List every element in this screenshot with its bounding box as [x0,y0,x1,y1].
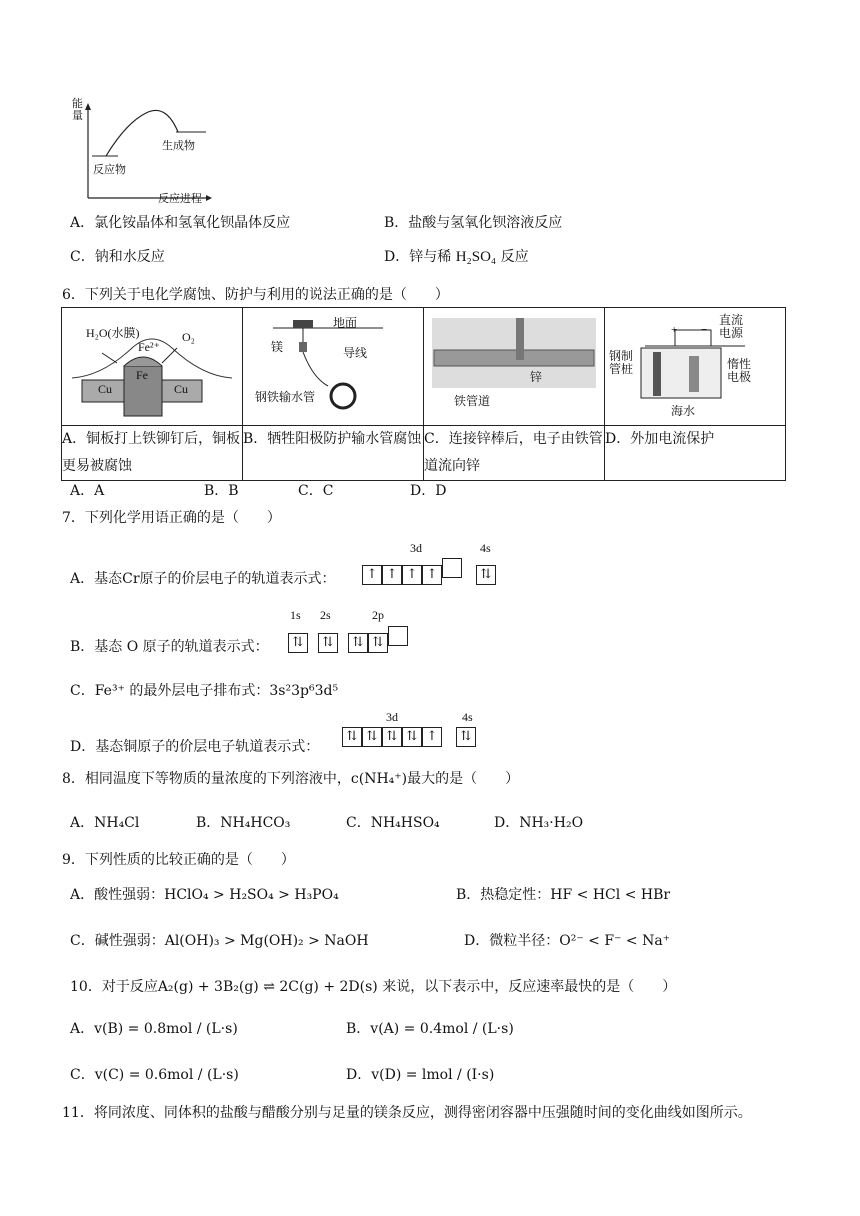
q9-option-b: B．热稳定性：HF < HCl < HBr [456,887,671,903]
q5-option-b: B．盐酸与氢氧化钡溶液反应 [384,215,563,231]
fig-cell-4: + − 直流电源 钢制管桩 惰性电极 海水 [605,308,786,426]
q6-option-a: A．A [70,483,105,499]
q6-stem: 6．下列关于电化学腐蚀、防护与利用的说法正确的是（ ） [62,287,449,303]
q10-option-a: A．v(B) = 0.8mol / (L·s) [70,1021,238,1037]
q6-option-c: C．C [298,483,334,499]
q7d-label-3d: 3d [386,710,398,724]
q10-option-c: C．v(C) = 0.6mol / (L·s) [70,1067,239,1083]
q10-option-d: D．v(D) = lmol / (I·s) [346,1067,495,1083]
q9-option-a: A．酸性强弱：HClO₄ > H₂SO₄ > H₃PO₄ [70,887,339,903]
x-arrow [206,195,212,201]
fig-caption-a: A．铜板打上铁铆钉后，铜板更易被腐蚀 [62,426,243,481]
q7-option-d: D．基态铜原子的价层电子轨道表示式： [70,739,320,755]
q8-option-d: D．NH₃·H₂O [494,815,584,831]
q7b-label-1s: 1s [290,608,301,622]
formula-h2so4: H₂SO₄ [455,249,497,265]
q7d-orbital-boxes: ⇅ ⇅ ⇅ ⇅ ↑ ⇅ [342,727,476,747]
q10-stem: 10．对于反应A₂(g) + 3B₂(g) ⇌ 2C(g) + 2D(s) 来说，以下表示中，反应速率最快的是（ ） [70,979,677,995]
y-axis-label: 能量 [72,97,83,122]
q8-stem: 8．相同温度下等物质的量浓度的下列溶液中，c(NH₄⁺)最大的是（ ） [62,771,520,787]
q6-option-b: B．B [204,483,239,499]
q7b-label-2p: 2p [372,608,384,622]
q5-option-d: D．锌与稀 H₂SO₄ 反应 [384,249,529,265]
q5-option-c: C．钠和水反应 [70,249,165,265]
q7a-label-4s: 4s [480,541,491,555]
fig-caption-d: D．外加电流保护 [605,426,786,481]
q7b-orbital-boxes: ⇅ ⇅ ⇅ ⇅ [288,626,408,653]
fig-caption-b: B．牺牲阳极防护输水管腐蚀 [243,426,424,481]
q8-option-b: B．NH₄HCO₃ [196,815,291,831]
q9-option-d: D．微粒半径：O²⁻ < F⁻ < Na⁺ [464,933,671,949]
q8-option-a: A．NH₄Cl [70,815,140,831]
zinc-anode-diagram [424,308,604,421]
product-label: 生成物 [162,139,195,152]
reactant-label: 反应物 [93,163,126,176]
q7a-orbital-boxes: ↑ ↑ ↑ ↑ ⇅ [362,558,496,585]
fig-caption-c: C．连接锌棒后，电子由铁管道流向锌 [424,426,605,481]
fig-cell-3: 铁管道 锌 [424,308,605,426]
q7-option-c: C．Fe³⁺ 的最外层电子排布式：3s²3p⁶3d⁵ [70,683,339,699]
fig-cell-2: 地面 镁 导线 钢铁输水管 [243,308,424,426]
y-arrow [85,103,91,110]
q7-option-a: A．基态Cr原子的价层电子的轨道表示式： [70,571,336,587]
q7b-label-2s: 2s [320,608,331,622]
q10-option-b: B．v(A) = 0.4mol / (L·s) [346,1021,514,1037]
q7d-label-4s: 4s [462,710,473,724]
q6-figure-table [61,307,786,481]
q8-option-c: C．NH₄HSO₄ [346,815,440,831]
x-axis-label: 反应进程 [158,192,202,205]
q11-stem: 11．将同浓度、同体积的盐酸与醋酸分别与足量的镁条反应，测得密闭容器中压强随时间的变化曲线如图所示。 [62,1105,752,1121]
q9-option-c: C．碱性强弱：Al(OH)₃ > Mg(OH)₂ > NaOH [70,933,369,949]
q5-option-a: A．氯化铵晶体和氢氧化钡晶体反应 [70,215,291,231]
q7a-label-3d: 3d [410,541,422,555]
q9-stem: 9．下列性质的比较正确的是（ ） [62,852,295,868]
q7-stem: 7．下列化学用语正确的是（ ） [62,510,281,526]
q6-option-d: D．D [410,483,447,499]
fig-cell-1: H₂O(水膜) O₂ Fe²⁺ Fe Cu Cu [62,308,243,426]
q7-option-b: B．基态 O 原子的轨道表示式： [70,639,269,655]
